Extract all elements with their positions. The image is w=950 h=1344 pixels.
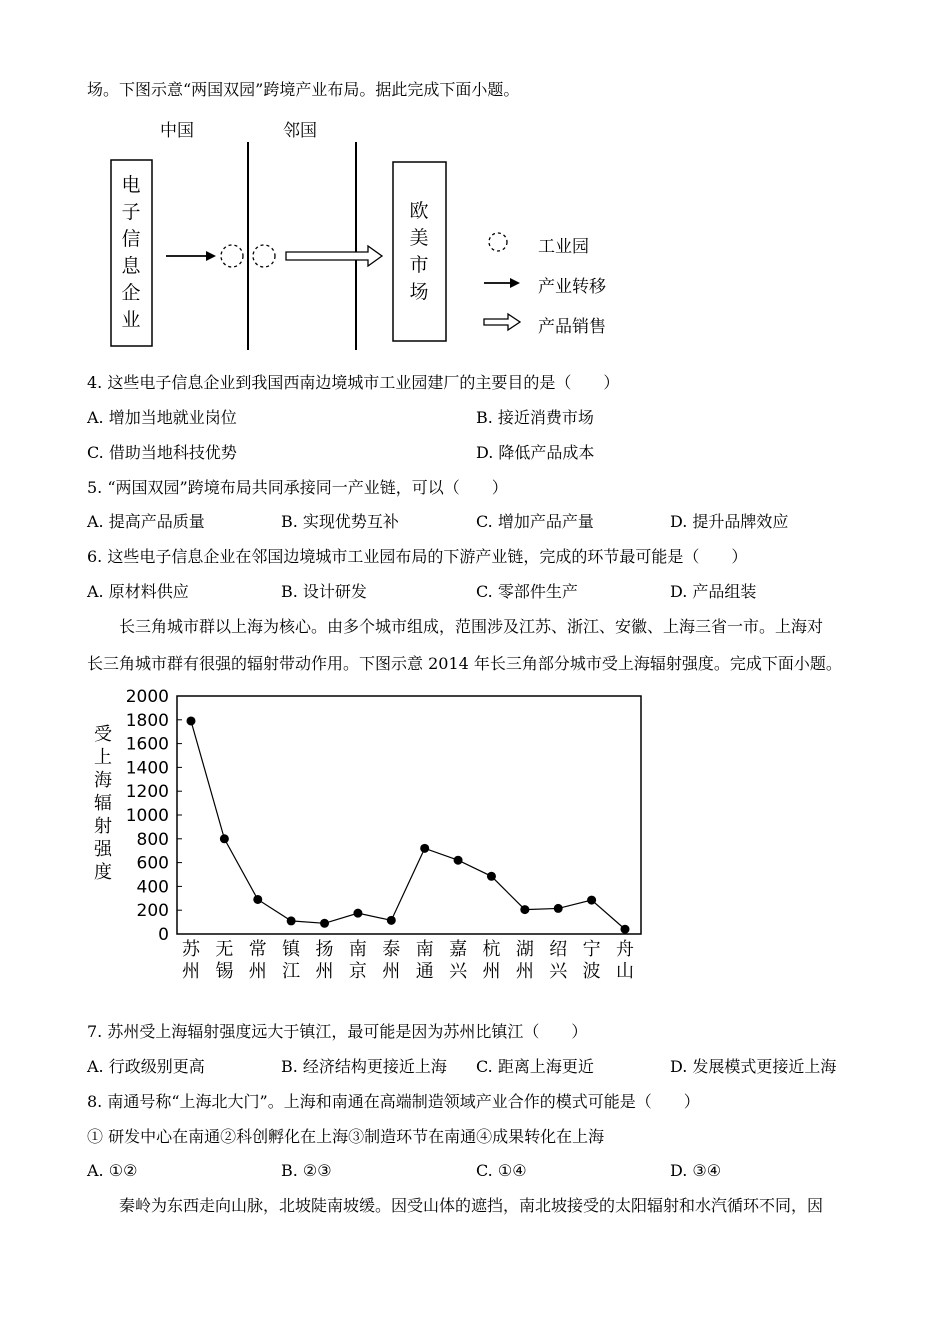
y-tick-label: 1400 [125,758,169,779]
y-axis-label-char: 海 [94,770,112,791]
y-tick-label: 200 [136,901,169,922]
transfer-arrow-head [206,251,216,261]
q4-stem: 4. 这些电子信息企业到我国西南边境城市工业园建厂的主要目的是（ ） [87,373,620,392]
data-point-湖州 [520,905,529,914]
q4-option-b: B. 接近消费市场 [476,408,594,427]
x-tick-label-常州: 常 [248,939,267,960]
x-tick-label-嘉兴: 兴 [449,961,468,982]
y-tick-label: 2000 [125,687,169,707]
x-tick-label-常州: 州 [248,961,267,982]
data-point-常州 [253,895,262,904]
q6-option-a: A. 原材料供应 [87,582,189,601]
legend-park-icon [489,233,507,251]
x-tick-label-镇江: 镇 [282,939,301,960]
data-point-舟山 [621,925,630,934]
legend-sales-label: 产品销售 [538,317,606,337]
q7-option-b: B. 经济结构更接近上海 [281,1057,447,1076]
data-point-杭州 [487,872,496,881]
q8-option-b: B. ②③ [281,1161,332,1180]
q5-option-c: C. 增加产品产量 [476,512,594,531]
q8-statements: ① 研发中心在南通②科创孵化在上海③制造环节在南通④成果转化在上海 [87,1127,605,1146]
q5-stem: 5. “两国双园”跨境布局共同承接同一产业链，可以（ ） [87,478,508,497]
sales-arrow [286,246,382,266]
q5-option-b: B. 实现优势互补 [281,512,399,531]
legend-park-label: 工业园 [538,237,589,257]
radiation-intensity-chart [0,680,950,990]
y-tick-label: 400 [136,877,169,898]
x-tick-label-舟山: 山 [616,961,634,982]
label-china: 中国 [160,121,194,141]
x-tick-label-嘉兴: 嘉 [449,939,468,960]
data-point-南通 [420,844,429,853]
x-tick-label-宁波: 宁 [582,939,601,960]
q7-stem: 7. 苏州受上海辐射强度远大于镇江，最可能是因为苏州比镇江（ ） [87,1022,588,1041]
x-tick-label-杭州: 州 [482,961,501,982]
x-tick-label-镇江: 江 [282,961,301,982]
q8-option-d: D. ③④ [670,1161,722,1180]
passage2-line2: 长三角城市群有很强的辐射带动作用。下图示意 2014 年长三角部分城市受上海辐射强度。完成下面小题。 [87,654,842,673]
x-tick-label-无锡: 无 [215,939,234,960]
q6-option-b: B. 设计研发 [281,582,367,601]
x-tick-label-泰州: 泰 [382,939,401,960]
q4-option-c: C. 借助当地科技优势 [87,443,237,462]
diagram-graphics [0,0,950,360]
legend-transfer-label: 产业转移 [538,277,606,297]
y-axis-label-char: 辐 [94,793,112,814]
x-tick-label-湖州: 州 [515,961,534,982]
q8-option-c: C. ①④ [476,1161,527,1180]
y-tick-label: 600 [136,853,169,874]
x-tick-label-苏州: 苏 [182,939,200,960]
data-point-苏州 [187,716,196,725]
y-tick-label: 1800 [125,710,169,731]
x-tick-label-苏州: 州 [182,961,200,982]
q4-option-d: D. 降低产品成本 [476,443,595,462]
x-tick-label-杭州: 杭 [482,939,501,960]
x-tick-label-绍兴: 绍 [549,939,568,960]
x-tick-label-扬州: 扬 [315,939,334,960]
passage2-line1: 长三角城市群以上海为核心。由多个城市组成，范围涉及江苏、浙江、安徽、上海三省一市。上海对 [119,617,824,636]
q6-option-c: C. 零部件生产 [476,582,578,601]
y-tick-label: 0 [158,925,169,945]
legend-transfer-head [510,278,520,288]
label-neighbor: 邻国 [283,121,317,141]
y-axis-label-char: 强 [94,839,112,860]
data-point-嘉兴 [454,856,463,865]
x-tick-label-扬州: 州 [315,961,334,982]
x-tick-label-绍兴: 兴 [549,961,568,982]
x-tick-label-南京: 京 [348,961,367,982]
data-point-镇江 [287,916,296,925]
data-point-泰州 [387,916,396,925]
q6-option-d: D. 产品组装 [670,582,757,601]
market-box-label: 欧 美 市 场 [409,200,429,303]
q7-option-c: C. 距离上海更近 [476,1057,594,1076]
x-tick-label-舟山: 舟 [616,939,634,960]
enterprise-box-label: 电 子 信 息 企 业 [121,174,141,331]
y-axis-label-char: 度 [94,862,112,883]
q6-stem: 6. 这些电子信息企业在邻国边境城市工业园布局的下游产业链，完成的环节最可能是（ ） [87,547,748,566]
x-tick-label-泰州: 州 [382,961,401,982]
x-tick-label-南通: 南 [415,939,434,960]
q7-option-a: A. 行政级别更高 [87,1057,205,1076]
q5-option-a: A. 提高产品质量 [87,512,205,531]
q4-option-a: A. 增加当地就业岗位 [87,408,237,427]
data-point-南京 [353,909,362,918]
passage3-line1: 秦岭为东西走向山脉，北坡陡南坡缓。因受山体的遮挡，南北坡接受的太阳辐射和水汽循环不同，因 [119,1196,824,1215]
x-tick-label-南通: 通 [415,961,434,982]
data-point-宁波 [587,896,596,905]
y-tick-label: 1600 [125,734,169,755]
x-tick-label-南京: 南 [348,939,367,960]
industrial-park-china-icon [221,245,243,267]
intro-text: 场。下图示意“两国双园”跨境产业布局。据此完成下面小题。 [87,80,520,99]
y-tick-label: 1000 [125,806,169,826]
legend-sales-icon [484,314,520,330]
q8-stem: 8. 南通号称“上海北大门”。上海和南通在高端制造领域产业合作的模式可能是（ ） [87,1092,700,1111]
y-axis-label-char: 上 [94,747,112,768]
x-tick-label-宁波: 波 [582,961,601,982]
data-point-扬州 [320,919,329,928]
q7-option-d: D. 发展模式更接近上海 [670,1057,837,1076]
y-axis-label-char: 射 [94,816,112,837]
y-axis-label-char: 受 [94,724,112,745]
x-tick-label-无锡: 锡 [215,961,234,982]
industrial-park-neighbor-icon [253,245,275,267]
q5-option-d: D. 提升品牌效应 [670,512,789,531]
y-tick-label: 800 [136,829,169,850]
data-point-无锡 [220,834,229,843]
q8-option-a: A. ①② [87,1161,138,1180]
plot-frame [177,696,641,934]
x-tick-label-湖州: 湖 [515,939,534,960]
data-point-绍兴 [554,904,563,913]
y-tick-label: 1200 [125,782,169,803]
